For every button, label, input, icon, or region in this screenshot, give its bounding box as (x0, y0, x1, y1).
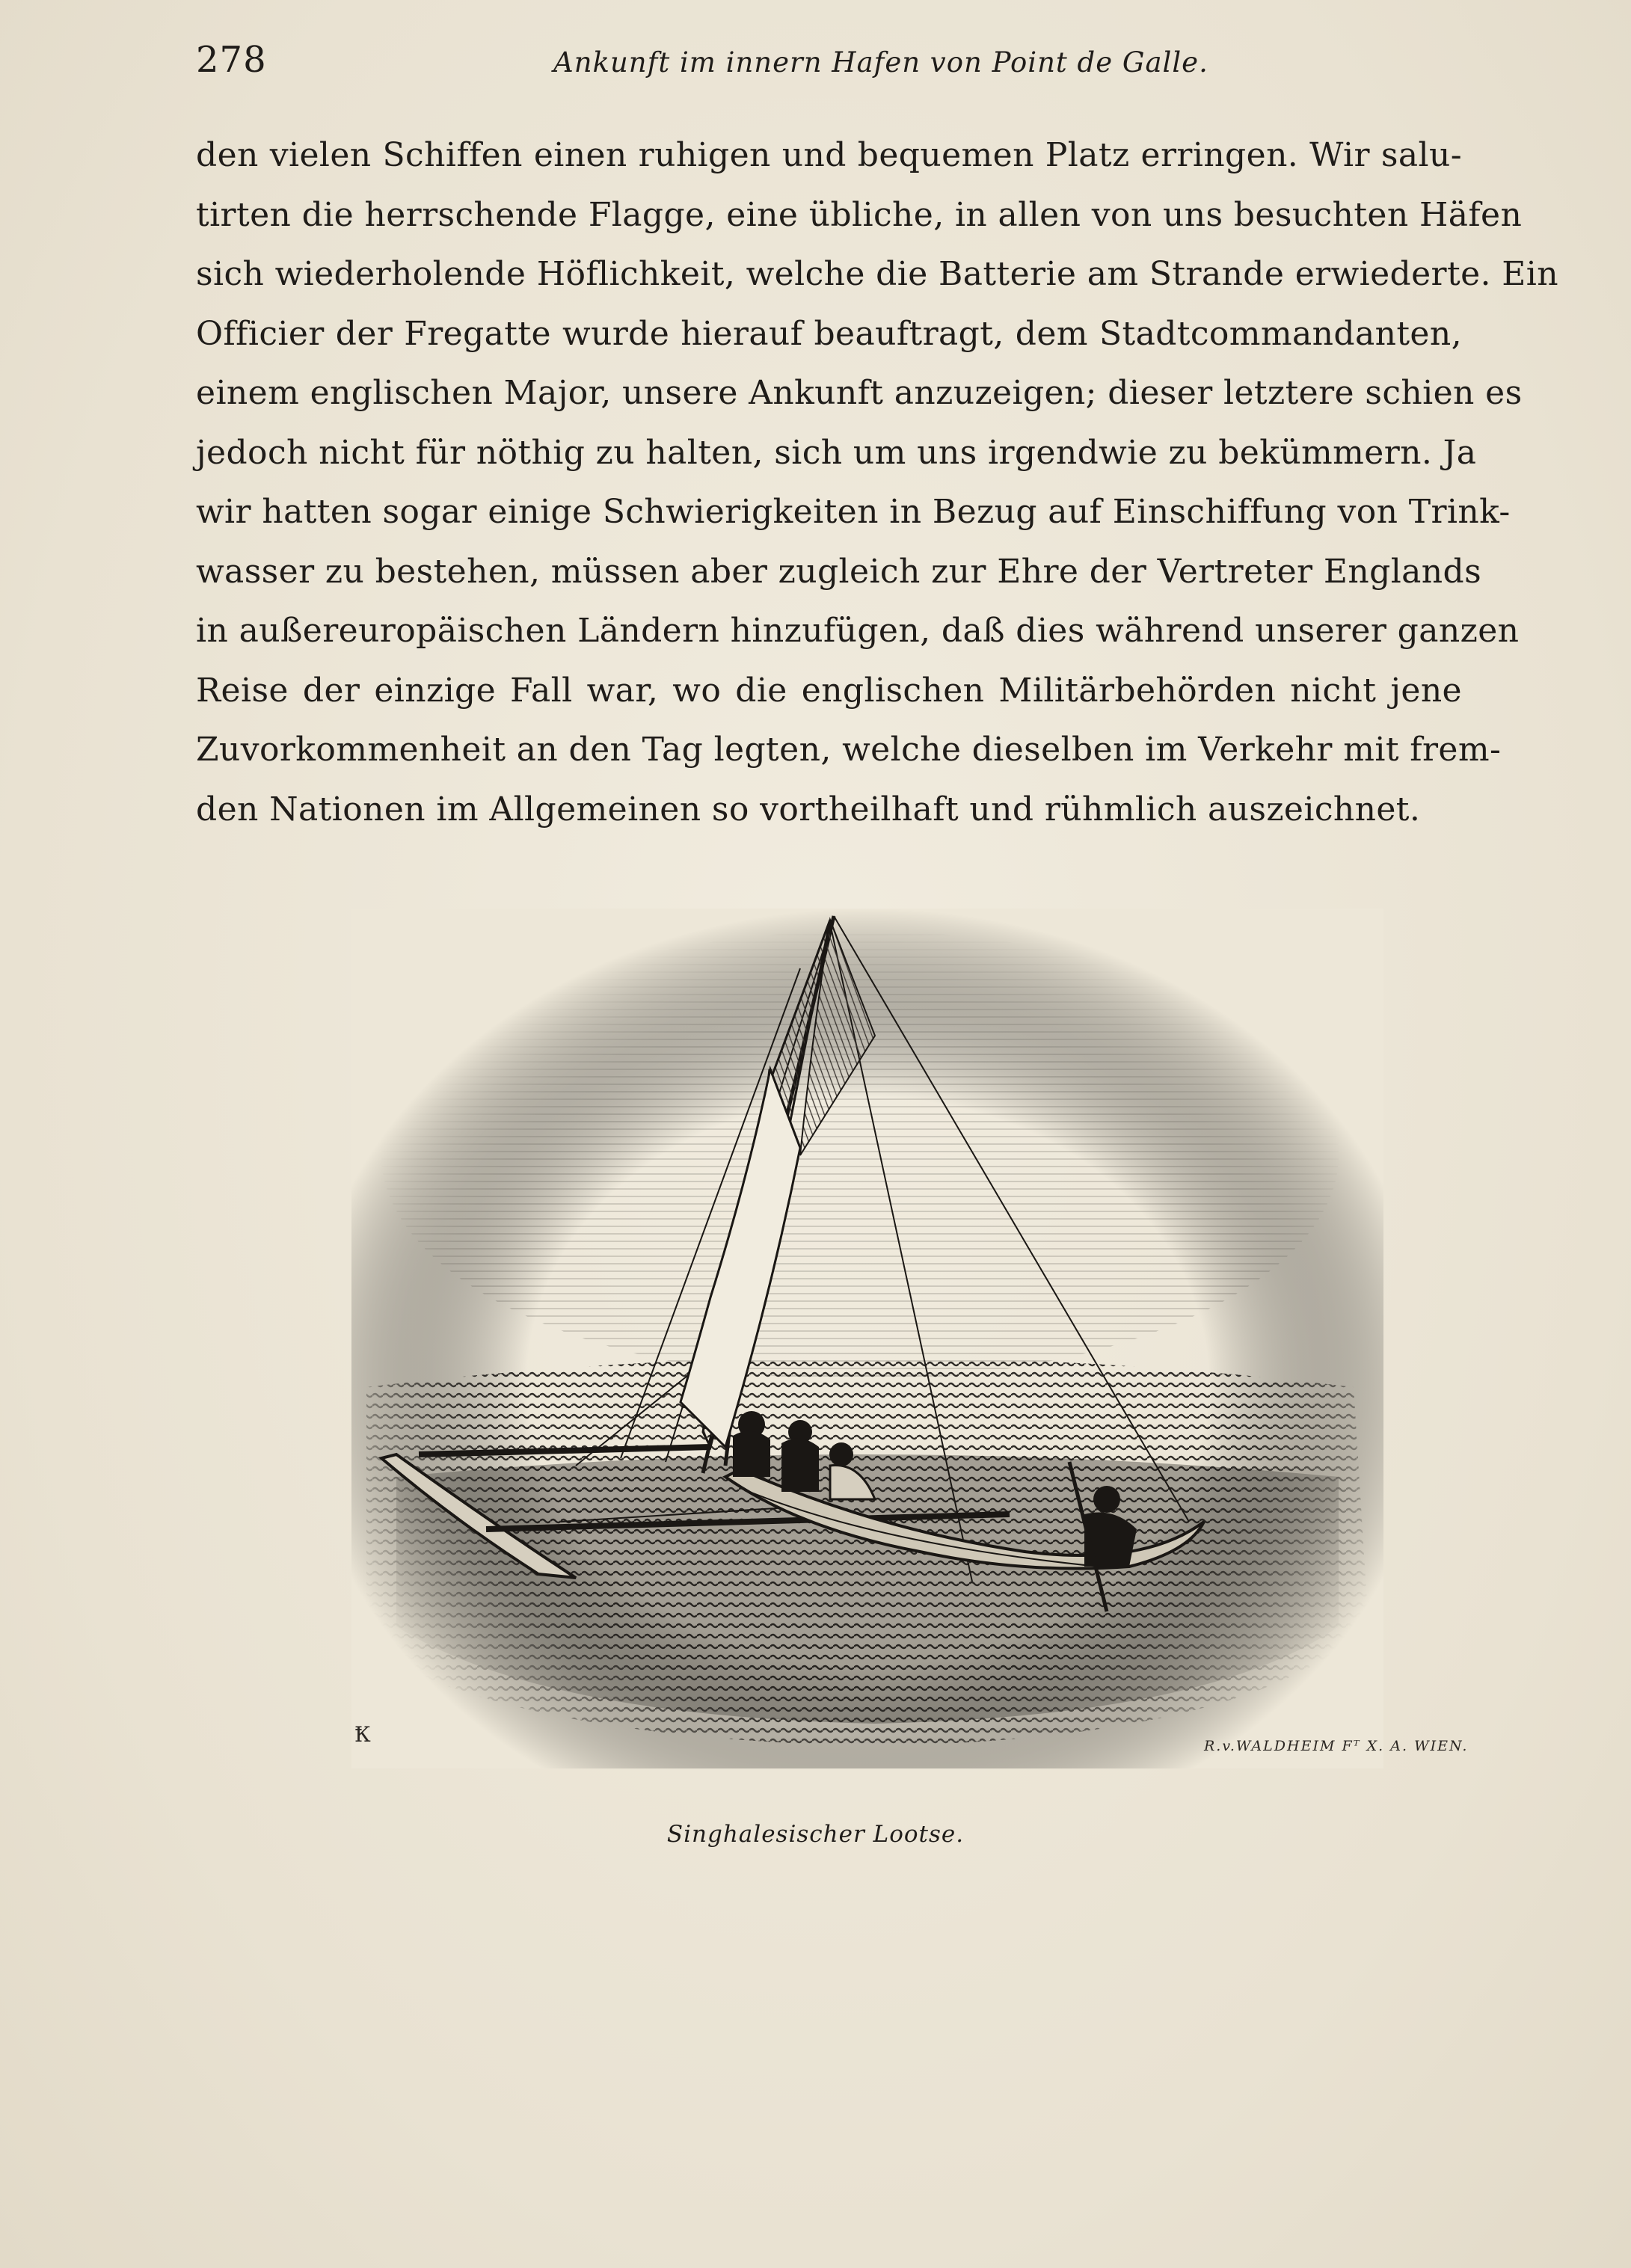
text-line: Zuvorkommenheit an den Tag legten, welche dieselben im Verkehr mit frem- (196, 731, 1502, 769)
boat-engraving (351, 909, 1383, 1768)
text-line: jedoch nicht für nöthig zu halten, sich um uns irgendwie zu bekümmern. Ja (196, 433, 1477, 472)
text-line: Officier der Fregatte wurde hierauf beauftragt, dem Stadtcommandanten, (196, 314, 1462, 353)
text-line: den Nationen im Allgemeinen so vortheilhaft und rühmlich auszeichnet. (196, 790, 1421, 829)
text-line: Reise der einzige Fall war, wo die englischen Militärbehörden nicht jene (196, 671, 1462, 710)
engraver-credit: R.v.WALDHEIM Fᵀ X. A. WIEN. (1204, 1738, 1469, 1754)
figure-caption: Singhalesischer Lootse. (666, 1821, 965, 1848)
text-line: tirten die herrschende Flagge, eine übliche, in allen von uns besuchten Häfen (196, 195, 1523, 234)
text-line: einem englischen Major, unsere Ankunft anzuzeigen; dieser letztere schien es (196, 374, 1523, 412)
running-title: Ankunft im innern Hafen von Point de Galle. (553, 46, 1208, 79)
body-paragraph (196, 126, 1559, 839)
engraver-monogram: Ꝁ (354, 1722, 371, 1747)
page-number: 278 (196, 39, 267, 81)
text-line: in außereuropäischen Ländern hinzufügen, daß dies während unserer ganzen (196, 612, 1520, 650)
text-line: den vielen Schiffen einen ruhigen und bequemen Platz erringen. Wir salu- (196, 136, 1462, 174)
text-line: sich wiederholende Höflichkeit, welche die Batterie am Strande erwiederte. Ein (196, 255, 1559, 293)
text-line: wasser zu bestehen, müssen aber zugleich zur Ehre der Vertreter Englands (196, 552, 1482, 591)
text-line: wir hatten sogar einige Schwierigkeiten in Bezug auf Einschiffung von Trink- (196, 493, 1511, 531)
